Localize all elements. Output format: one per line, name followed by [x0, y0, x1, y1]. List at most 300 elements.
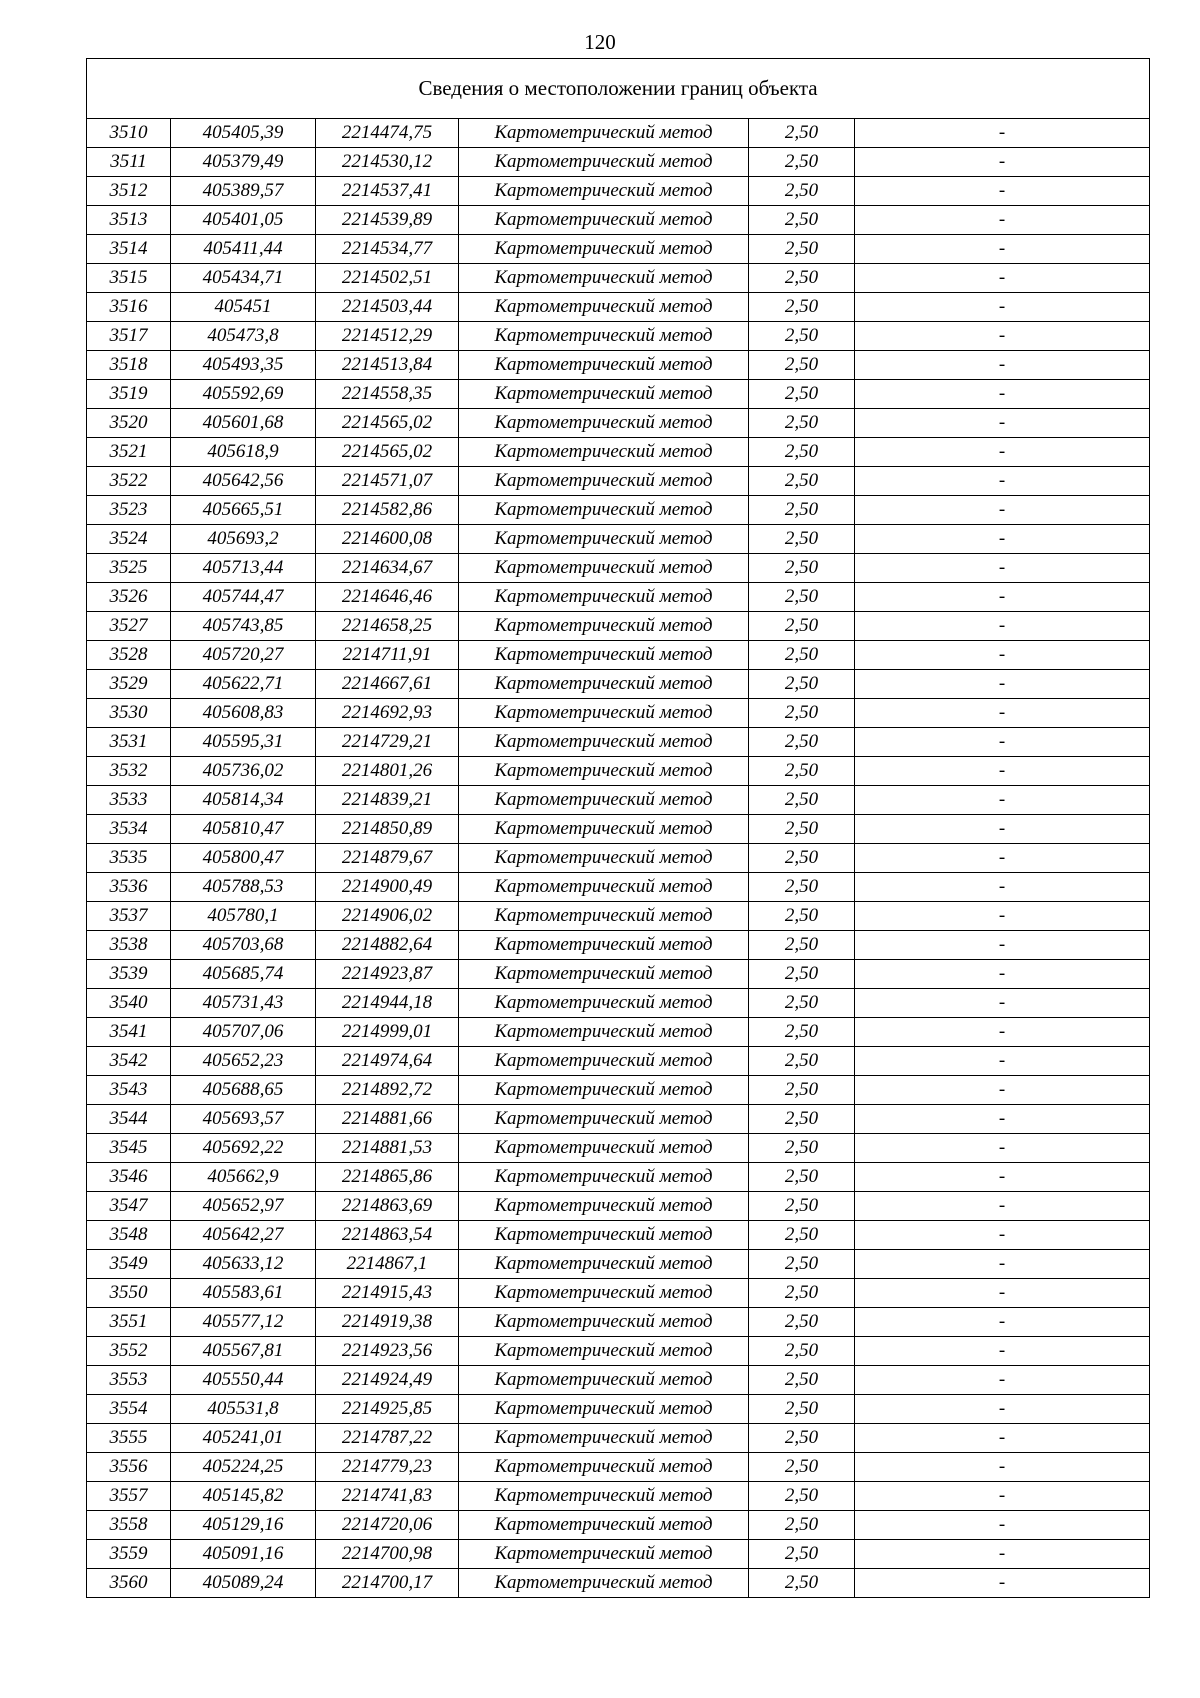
x-coordinate-cell: 405688,65 [171, 1076, 316, 1105]
table-row [87, 1018, 1150, 1047]
method-cell: Картометрический метод [459, 1250, 749, 1279]
method-cell: Картометрический метод [459, 844, 749, 873]
precision-cell: 2,50 [749, 1511, 855, 1540]
description-cell: - [855, 380, 1150, 409]
precision-cell: 2,50 [749, 815, 855, 844]
method-cell: Картометрический метод [459, 1163, 749, 1192]
table-row [87, 1424, 1150, 1453]
y-coordinate-cell: 2214882,64 [316, 931, 459, 960]
description-cell: - [855, 467, 1150, 496]
method-cell: Картометрический метод [459, 641, 749, 670]
y-coordinate-cell: 2214513,84 [316, 351, 459, 380]
y-coordinate-cell: 2214582,86 [316, 496, 459, 525]
precision-cell: 2,50 [749, 1482, 855, 1511]
y-coordinate-cell: 2214906,02 [316, 902, 459, 931]
point-number-cell: 3515 [87, 264, 171, 293]
method-cell: Картометрический метод [459, 1482, 749, 1511]
method-cell: Картометрический метод [459, 1453, 749, 1482]
description-cell: - [855, 1395, 1150, 1424]
description-cell: - [855, 612, 1150, 641]
description-cell: - [855, 235, 1150, 264]
precision-cell: 2,50 [749, 1134, 855, 1163]
y-coordinate-cell: 2214502,51 [316, 264, 459, 293]
point-number-cell: 3534 [87, 815, 171, 844]
method-cell: Картометрический метод [459, 1395, 749, 1424]
table-row [87, 1163, 1150, 1192]
method-cell: Картометрический метод [459, 1018, 749, 1047]
precision-cell: 2,50 [749, 583, 855, 612]
x-coordinate-cell: 405743,85 [171, 612, 316, 641]
precision-cell: 2,50 [749, 670, 855, 699]
description-cell: - [855, 844, 1150, 873]
description-cell: - [855, 1482, 1150, 1511]
description-cell: - [855, 177, 1150, 206]
precision-cell: 2,50 [749, 1453, 855, 1482]
point-number-cell: 3529 [87, 670, 171, 699]
point-number-cell: 3513 [87, 206, 171, 235]
precision-cell: 2,50 [749, 1076, 855, 1105]
table-row [87, 612, 1150, 641]
y-coordinate-cell: 2214850,89 [316, 815, 459, 844]
point-number-cell: 3521 [87, 438, 171, 467]
method-cell: Картометрический метод [459, 699, 749, 728]
point-number-cell: 3557 [87, 1482, 171, 1511]
precision-cell: 2,50 [749, 409, 855, 438]
point-number-cell: 3512 [87, 177, 171, 206]
point-number-cell: 3550 [87, 1279, 171, 1308]
description-cell: - [855, 1453, 1150, 1482]
y-coordinate-cell: 2214924,49 [316, 1366, 459, 1395]
description-cell: - [855, 1134, 1150, 1163]
method-cell: Картометрический метод [459, 1511, 749, 1540]
x-coordinate-cell: 405583,61 [171, 1279, 316, 1308]
precision-cell: 2,50 [749, 989, 855, 1018]
x-coordinate-cell: 405633,12 [171, 1250, 316, 1279]
y-coordinate-cell: 2214839,21 [316, 786, 459, 815]
table-row [87, 119, 1150, 148]
y-coordinate-cell: 2214925,85 [316, 1395, 459, 1424]
y-coordinate-cell: 2214700,98 [316, 1540, 459, 1569]
x-coordinate-cell: 405567,81 [171, 1337, 316, 1366]
description-cell: - [855, 1047, 1150, 1076]
table-row [87, 438, 1150, 467]
x-coordinate-cell: 405401,05 [171, 206, 316, 235]
point-number-cell: 3524 [87, 525, 171, 554]
description-cell: - [855, 1221, 1150, 1250]
precision-cell: 2,50 [749, 148, 855, 177]
precision-cell: 2,50 [749, 1163, 855, 1192]
point-number-cell: 3560 [87, 1569, 171, 1598]
point-number-cell: 3537 [87, 902, 171, 931]
method-cell: Картометрический метод [459, 409, 749, 438]
table-row [87, 786, 1150, 815]
method-cell: Картометрический метод [459, 989, 749, 1018]
table-row [87, 293, 1150, 322]
method-cell: Картометрический метод [459, 1076, 749, 1105]
table-row [87, 554, 1150, 583]
description-cell: - [855, 1105, 1150, 1134]
point-number-cell: 3555 [87, 1424, 171, 1453]
method-cell: Картометрический метод [459, 525, 749, 554]
table-row [87, 670, 1150, 699]
description-cell: - [855, 119, 1150, 148]
method-cell: Картометрический метод [459, 1134, 749, 1163]
description-cell: - [855, 554, 1150, 583]
x-coordinate-cell: 405405,39 [171, 119, 316, 148]
x-coordinate-cell: 405411,44 [171, 235, 316, 264]
point-number-cell: 3538 [87, 931, 171, 960]
table-row [87, 1221, 1150, 1250]
y-coordinate-cell: 2214779,23 [316, 1453, 459, 1482]
precision-cell: 2,50 [749, 960, 855, 989]
table-row [87, 844, 1150, 873]
y-coordinate-cell: 2214729,21 [316, 728, 459, 757]
description-cell: - [855, 525, 1150, 554]
x-coordinate-cell: 405224,25 [171, 1453, 316, 1482]
section-title: Сведения о местоположении границ объекта [87, 59, 1150, 119]
method-cell: Картометрический метод [459, 322, 749, 351]
y-coordinate-cell: 2214503,44 [316, 293, 459, 322]
description-cell: - [855, 438, 1150, 467]
precision-cell: 2,50 [749, 757, 855, 786]
x-coordinate-cell: 405379,49 [171, 148, 316, 177]
point-number-cell: 3522 [87, 467, 171, 496]
x-coordinate-cell: 405693,57 [171, 1105, 316, 1134]
method-cell: Картометрический метод [459, 351, 749, 380]
x-coordinate-cell: 405089,24 [171, 1569, 316, 1598]
description-cell: - [855, 1424, 1150, 1453]
point-number-cell: 3547 [87, 1192, 171, 1221]
method-cell: Картометрический метод [459, 1337, 749, 1366]
point-number-cell: 3532 [87, 757, 171, 786]
point-number-cell: 3543 [87, 1076, 171, 1105]
point-number-cell: 3528 [87, 641, 171, 670]
point-number-cell: 3536 [87, 873, 171, 902]
point-number-cell: 3533 [87, 786, 171, 815]
table-row [87, 1511, 1150, 1540]
description-cell: - [855, 1279, 1150, 1308]
description-cell: - [855, 1337, 1150, 1366]
table-row [87, 1366, 1150, 1395]
x-coordinate-cell: 405129,16 [171, 1511, 316, 1540]
y-coordinate-cell: 2214923,56 [316, 1337, 459, 1366]
method-cell: Картометрический метод [459, 902, 749, 931]
point-number-cell: 3541 [87, 1018, 171, 1047]
description-cell: - [855, 1018, 1150, 1047]
method-cell: Картометрический метод [459, 670, 749, 699]
method-cell: Картометрический метод [459, 1540, 749, 1569]
precision-cell: 2,50 [749, 1250, 855, 1279]
y-coordinate-cell: 2214539,89 [316, 206, 459, 235]
description-cell: - [855, 264, 1150, 293]
description-cell: - [855, 1163, 1150, 1192]
point-number-cell: 3516 [87, 293, 171, 322]
precision-cell: 2,50 [749, 206, 855, 235]
y-coordinate-cell: 2214571,07 [316, 467, 459, 496]
x-coordinate-cell: 405091,16 [171, 1540, 316, 1569]
precision-cell: 2,50 [749, 699, 855, 728]
precision-cell: 2,50 [749, 119, 855, 148]
y-coordinate-cell: 2214741,83 [316, 1482, 459, 1511]
x-coordinate-cell: 405595,31 [171, 728, 316, 757]
precision-cell: 2,50 [749, 1337, 855, 1366]
point-number-cell: 3519 [87, 380, 171, 409]
precision-cell: 2,50 [749, 525, 855, 554]
precision-cell: 2,50 [749, 177, 855, 206]
table-row [87, 1482, 1150, 1511]
y-coordinate-cell: 2214879,67 [316, 844, 459, 873]
x-coordinate-cell: 405642,27 [171, 1221, 316, 1250]
table-row [87, 728, 1150, 757]
description-cell: - [855, 1308, 1150, 1337]
y-coordinate-cell: 2214700,17 [316, 1569, 459, 1598]
y-coordinate-cell: 2214867,1 [316, 1250, 459, 1279]
description-cell: - [855, 1569, 1150, 1598]
method-cell: Картометрический метод [459, 873, 749, 902]
y-coordinate-cell: 2214881,53 [316, 1134, 459, 1163]
y-coordinate-cell: 2214863,69 [316, 1192, 459, 1221]
precision-cell: 2,50 [749, 1192, 855, 1221]
point-number-cell: 3523 [87, 496, 171, 525]
description-cell: - [855, 293, 1150, 322]
page-number: 120 [584, 30, 616, 54]
precision-cell: 2,50 [749, 1308, 855, 1337]
table-row [87, 1308, 1150, 1337]
x-coordinate-cell: 405592,69 [171, 380, 316, 409]
x-coordinate-cell: 405608,83 [171, 699, 316, 728]
point-number-cell: 3554 [87, 1395, 171, 1424]
table-row [87, 1105, 1150, 1134]
x-coordinate-cell: 405662,9 [171, 1163, 316, 1192]
x-coordinate-cell: 405434,71 [171, 264, 316, 293]
method-cell: Картометрический метод [459, 1192, 749, 1221]
precision-cell: 2,50 [749, 1395, 855, 1424]
x-coordinate-cell: 405685,74 [171, 960, 316, 989]
table-row [87, 1192, 1150, 1221]
y-coordinate-cell: 2214474,75 [316, 119, 459, 148]
point-number-cell: 3551 [87, 1308, 171, 1337]
table-row [87, 699, 1150, 728]
table-row [87, 1047, 1150, 1076]
y-coordinate-cell: 2214720,06 [316, 1511, 459, 1540]
table-row [87, 206, 1150, 235]
x-coordinate-cell: 405622,71 [171, 670, 316, 699]
description-cell: - [855, 148, 1150, 177]
x-coordinate-cell: 405652,23 [171, 1047, 316, 1076]
precision-cell: 2,50 [749, 351, 855, 380]
x-coordinate-cell: 405707,06 [171, 1018, 316, 1047]
y-coordinate-cell: 2214634,67 [316, 554, 459, 583]
point-number-cell: 3535 [87, 844, 171, 873]
y-coordinate-cell: 2214923,87 [316, 960, 459, 989]
description-cell: - [855, 322, 1150, 351]
y-coordinate-cell: 2214530,12 [316, 148, 459, 177]
x-coordinate-cell: 405703,68 [171, 931, 316, 960]
point-number-cell: 3514 [87, 235, 171, 264]
method-cell: Картометрический метод [459, 786, 749, 815]
x-coordinate-cell: 405731,43 [171, 989, 316, 1018]
x-coordinate-cell: 405665,51 [171, 496, 316, 525]
description-cell: - [855, 496, 1150, 525]
description-cell: - [855, 931, 1150, 960]
table-row [87, 148, 1150, 177]
table-row [87, 1076, 1150, 1105]
table-row [87, 1279, 1150, 1308]
method-cell: Картометрический метод [459, 1308, 749, 1337]
description-cell: - [855, 583, 1150, 612]
precision-cell: 2,50 [749, 728, 855, 757]
y-coordinate-cell: 2214692,93 [316, 699, 459, 728]
precision-cell: 2,50 [749, 1424, 855, 1453]
y-coordinate-cell: 2214974,64 [316, 1047, 459, 1076]
table-row [87, 264, 1150, 293]
table-row [87, 351, 1150, 380]
method-cell: Картометрический метод [459, 235, 749, 264]
y-coordinate-cell: 2214565,02 [316, 438, 459, 467]
precision-cell: 2,50 [749, 293, 855, 322]
description-cell: - [855, 670, 1150, 699]
method-cell: Картометрический метод [459, 960, 749, 989]
y-coordinate-cell: 2214512,29 [316, 322, 459, 351]
precision-cell: 2,50 [749, 1540, 855, 1569]
y-coordinate-cell: 2214565,02 [316, 409, 459, 438]
method-cell: Картометрический метод [459, 1279, 749, 1308]
method-cell: Картометрический метод [459, 467, 749, 496]
precision-cell: 2,50 [749, 467, 855, 496]
table-row [87, 1540, 1150, 1569]
x-coordinate-cell: 405451 [171, 293, 316, 322]
table-row [87, 931, 1150, 960]
y-coordinate-cell: 2214944,18 [316, 989, 459, 1018]
table-row [87, 467, 1150, 496]
point-number-cell: 3548 [87, 1221, 171, 1250]
method-cell: Картометрический метод [459, 1424, 749, 1453]
table-row [87, 815, 1150, 844]
table-row [87, 873, 1150, 902]
point-number-cell: 3552 [87, 1337, 171, 1366]
precision-cell: 2,50 [749, 1366, 855, 1395]
point-number-cell: 3558 [87, 1511, 171, 1540]
x-coordinate-cell: 405780,1 [171, 902, 316, 931]
table-row [87, 525, 1150, 554]
table-header-row [87, 59, 1150, 119]
point-number-cell: 3531 [87, 728, 171, 757]
description-cell: - [855, 409, 1150, 438]
table-row [87, 1134, 1150, 1163]
x-coordinate-cell: 405531,8 [171, 1395, 316, 1424]
table-row [87, 235, 1150, 264]
x-coordinate-cell: 405744,47 [171, 583, 316, 612]
x-coordinate-cell: 405720,27 [171, 641, 316, 670]
table-row [87, 1337, 1150, 1366]
point-number-cell: 3539 [87, 960, 171, 989]
point-number-cell: 3510 [87, 119, 171, 148]
x-coordinate-cell: 405550,44 [171, 1366, 316, 1395]
table-row [87, 177, 1150, 206]
table-row [87, 1395, 1150, 1424]
precision-cell: 2,50 [749, 902, 855, 931]
point-number-cell: 3517 [87, 322, 171, 351]
x-coordinate-cell: 405241,01 [171, 1424, 316, 1453]
point-number-cell: 3511 [87, 148, 171, 177]
method-cell: Картометрический метод [459, 1105, 749, 1134]
description-cell: - [855, 873, 1150, 902]
y-coordinate-cell: 2214558,35 [316, 380, 459, 409]
x-coordinate-cell: 405577,12 [171, 1308, 316, 1337]
description-cell: - [855, 989, 1150, 1018]
y-coordinate-cell: 2214865,86 [316, 1163, 459, 1192]
table-row [87, 1569, 1150, 1598]
y-coordinate-cell: 2214711,91 [316, 641, 459, 670]
precision-cell: 2,50 [749, 496, 855, 525]
method-cell: Картометрический метод [459, 1221, 749, 1250]
point-number-cell: 3520 [87, 409, 171, 438]
y-coordinate-cell: 2214919,38 [316, 1308, 459, 1337]
x-coordinate-cell: 405618,9 [171, 438, 316, 467]
precision-cell: 2,50 [749, 322, 855, 351]
y-coordinate-cell: 2214658,25 [316, 612, 459, 641]
x-coordinate-cell: 405473,8 [171, 322, 316, 351]
precision-cell: 2,50 [749, 612, 855, 641]
method-cell: Картометрический метод [459, 293, 749, 322]
y-coordinate-cell: 2214534,77 [316, 235, 459, 264]
method-cell: Картометрический метод [459, 583, 749, 612]
description-cell: - [855, 1192, 1150, 1221]
y-coordinate-cell: 2214600,08 [316, 525, 459, 554]
table-row [87, 641, 1150, 670]
description-cell: - [855, 815, 1150, 844]
x-coordinate-cell: 405693,2 [171, 525, 316, 554]
y-coordinate-cell: 2214900,49 [316, 873, 459, 902]
description-cell: - [855, 728, 1150, 757]
method-cell: Картометрический метод [459, 757, 749, 786]
boundary-coordinates-table [86, 58, 1150, 1598]
table-row [87, 583, 1150, 612]
y-coordinate-cell: 2214667,61 [316, 670, 459, 699]
x-coordinate-cell: 405389,57 [171, 177, 316, 206]
method-cell: Картометрический метод [459, 380, 749, 409]
y-coordinate-cell: 2214646,46 [316, 583, 459, 612]
description-cell: - [855, 786, 1150, 815]
y-coordinate-cell: 2214787,22 [316, 1424, 459, 1453]
method-cell: Картометрический метод [459, 206, 749, 235]
point-number-cell: 3525 [87, 554, 171, 583]
y-coordinate-cell: 2214537,41 [316, 177, 459, 206]
x-coordinate-cell: 405814,34 [171, 786, 316, 815]
y-coordinate-cell: 2214999,01 [316, 1018, 459, 1047]
x-coordinate-cell: 405800,47 [171, 844, 316, 873]
point-number-cell: 3526 [87, 583, 171, 612]
point-number-cell: 3544 [87, 1105, 171, 1134]
point-number-cell: 3527 [87, 612, 171, 641]
y-coordinate-cell: 2214801,26 [316, 757, 459, 786]
method-cell: Картометрический метод [459, 1047, 749, 1076]
point-number-cell: 3542 [87, 1047, 171, 1076]
description-cell: - [855, 1250, 1150, 1279]
point-number-cell: 3545 [87, 1134, 171, 1163]
point-number-cell: 3540 [87, 989, 171, 1018]
precision-cell: 2,50 [749, 1221, 855, 1250]
point-number-cell: 3553 [87, 1366, 171, 1395]
y-coordinate-cell: 2214915,43 [316, 1279, 459, 1308]
description-cell: - [855, 351, 1150, 380]
method-cell: Картометрический метод [459, 119, 749, 148]
precision-cell: 2,50 [749, 873, 855, 902]
point-number-cell: 3556 [87, 1453, 171, 1482]
table-row [87, 496, 1150, 525]
precision-cell: 2,50 [749, 1018, 855, 1047]
description-cell: - [855, 641, 1150, 670]
